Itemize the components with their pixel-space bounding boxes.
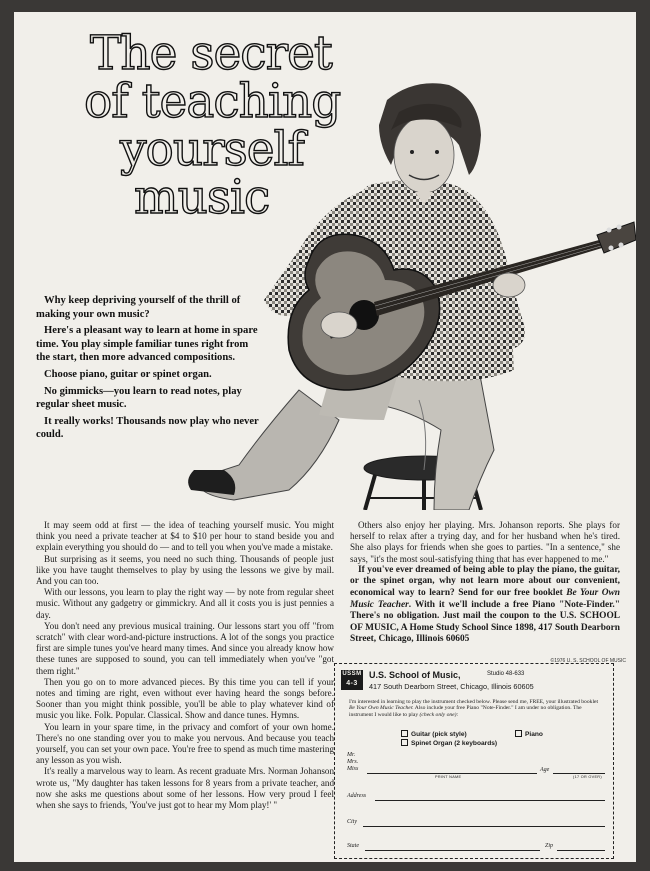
title-miss: Miss bbox=[347, 766, 359, 772]
intro-paragraph: No gimmicks—you learn to read notes, play regular sheet music. bbox=[36, 385, 242, 411]
body-paragraph: But surprising as it seems, you need no such thing. Thousands of people just like you have taught themselves to play by using the lessons we give by mail. And you can too. bbox=[36, 553, 334, 587]
body-column-left bbox=[36, 520, 334, 811]
age-label: Age bbox=[540, 767, 550, 773]
booklet-title: Be Your Own Music Teacher bbox=[350, 588, 620, 610]
body-paragraph: Then you go on to more advanced pieces. By this time you can tell if your notes and timing are right, even without ever having heard the songs before. Sooner than you might think possible, you'll be able to play whatever kind of music you like. Folk. Popular. Classical. Show and dance tunes. Hymns. bbox=[36, 676, 334, 721]
address-label: Address bbox=[347, 793, 367, 799]
zip-label: Zip bbox=[545, 843, 554, 849]
logo-text: 4-3 bbox=[346, 680, 358, 687]
body-paragraph: You don't need any previous musical training. Our lessons start you off "from scratch" with clear word-and-picture instructions. A lot of the songs you practice first are simple tunes you've heard many times. And since you already know how these tunes are supposed to sound, you can tell immediately when you've "got them right." bbox=[36, 620, 334, 676]
coupon-text-part: Also include your free Piano "Note-Finder." I am under no obligation. The instrument I would like to play bbox=[349, 705, 582, 718]
logo-text: USSM bbox=[342, 671, 362, 677]
school-logo bbox=[341, 670, 363, 690]
intro-bold-copy bbox=[36, 294, 264, 445]
body-paragraph: You learn in your spare time, in the privacy and comfort of your own home. There's no one standing over you to make you nervous. And because you teach yourself, you can set your own pace. You're free to spend as much time mastering any lesson as you wish. bbox=[36, 721, 334, 766]
body-paragraph: Others also enjoy her playing. Mrs. Johanson reports. She plays for herself to relax after a trying day, and for her husband when he's tired. She also plays for friends when she goes to parties. "In a sentence," she says, "it's the most soul-satisfying thing that has ever happened to me." bbox=[350, 520, 620, 564]
piano-option[interactable] bbox=[515, 730, 543, 738]
coupon-school-address: 417 South Dearborn Street, Chicago, Illinois 60605 bbox=[369, 682, 534, 691]
headline-line: The secret bbox=[90, 26, 332, 81]
organ-option[interactable] bbox=[401, 739, 497, 747]
title-mr: Mr. bbox=[347, 752, 356, 758]
coupon-studio-number: Studio 48-633 bbox=[487, 671, 525, 677]
city-field[interactable] bbox=[363, 826, 605, 827]
headline-line: yourself bbox=[120, 122, 304, 177]
coupon-text-part: I'm interested in learning to play the instrument checked below. Please send me, FREE, your illustrated booklet bbox=[349, 699, 599, 705]
ad-page bbox=[14, 12, 636, 862]
body-column-right bbox=[350, 520, 620, 646]
headline-line: of teaching bbox=[84, 74, 341, 129]
address-field[interactable] bbox=[375, 800, 605, 801]
mail-coupon[interactable] bbox=[334, 663, 614, 859]
age-field[interactable] bbox=[553, 773, 605, 774]
zip-field[interactable] bbox=[557, 850, 605, 851]
state-field[interactable] bbox=[365, 850, 540, 851]
headline-line: music bbox=[134, 170, 270, 225]
intro-paragraph: Choose piano, guitar or spinet organ. bbox=[44, 368, 212, 380]
age-caption: (17 OR OVER) bbox=[573, 775, 602, 779]
coupon-school-name: U.S. School of Music, bbox=[369, 670, 461, 680]
offer-text: . With it we'll include a free Piano "Note-Finder." There's no obligation. Just mail the coupon to the U.S. SCHOOL OF MUSIC, A Home Study School Since 1898, 417 South Dearborn Street, Chicago, Illinois 60605 bbox=[350, 599, 620, 645]
offer-paragraph bbox=[350, 565, 620, 646]
intro-paragraph: Here's a pleasant way to learn at home in spare time. You play simple familiar tunes right from the start, then more advanced compositions. bbox=[36, 325, 258, 364]
piano-checkbox[interactable] bbox=[515, 730, 522, 737]
offer-text: If you've ever dreamed of being able to play the piano, the guitar, or the spinet organ, why not learn more about our convenient, economical way to learn? Send for our free booklet bbox=[350, 564, 620, 598]
body-paragraph: It may seem odd at first — the idea of teaching yourself music. You might think you need a private teacher at $4 to $10 per hour to stand beside you and explain everything you should do — and to tell you when you've made a mistake. bbox=[36, 520, 334, 553]
guitar-option[interactable] bbox=[401, 730, 467, 738]
shoe bbox=[188, 470, 235, 495]
guitar-checkbox[interactable] bbox=[401, 730, 408, 737]
body-paragraph: It's really a marvelous way to learn. As recent graduate Mrs. Norman Johanson wrote us, "My daughter has taken lessons for 8 years from a private teacher, and now she asks me questions about some of her lessons. How very proud I feel when she says to friends, 'You've just got to hear my Mom play!' " bbox=[36, 766, 334, 811]
title-mrs: Mrs. bbox=[347, 759, 359, 765]
name-field[interactable] bbox=[367, 773, 537, 774]
print-name-caption: PRINT NAME bbox=[435, 775, 462, 779]
coupon-request-text bbox=[349, 699, 605, 718]
intro-paragraph: It really works! Thousands now play who never could. bbox=[36, 415, 259, 441]
guitar-option-label: Guitar (pick style) bbox=[411, 731, 467, 738]
coupon-check-note: (check only one): bbox=[419, 711, 459, 718]
city-label: City bbox=[347, 819, 357, 825]
state-label: State bbox=[347, 843, 359, 849]
organ-option-label: Spinet Organ (2 keyboards) bbox=[411, 740, 498, 747]
copyright-notice: ©1976 U. S. SCHOOL OF MUSIC bbox=[550, 658, 626, 664]
coupon-booklet-title: Be Your Own Music Teacher. bbox=[349, 705, 414, 712]
body-paragraph: With our lessons, you learn to play the right way — by note from regular sheet music. Without any gadgetry or gimmickry. And all it costs you is just pennies a day. bbox=[36, 587, 334, 620]
intro-paragraph: Why keep depriving yourself of the thrill of making your own music? bbox=[36, 295, 241, 320]
organ-checkbox[interactable] bbox=[401, 739, 408, 746]
piano-option-label: Piano bbox=[525, 731, 543, 738]
